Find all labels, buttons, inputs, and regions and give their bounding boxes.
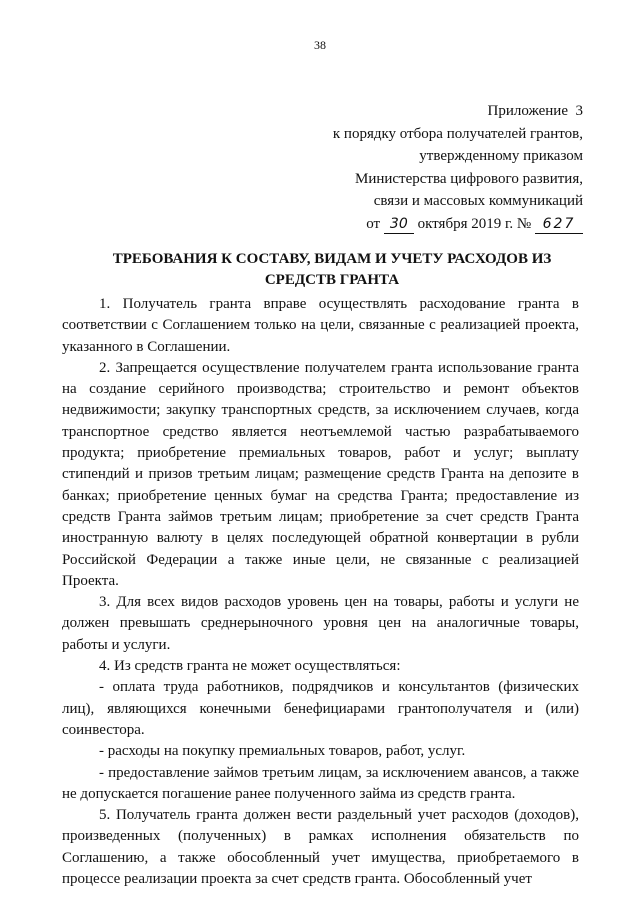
appendix-line-1: Приложение 3 [487, 103, 583, 119]
appendix-line-3: утвержденному приказом [419, 148, 583, 164]
appendix-date-line [283, 213, 583, 236]
document-title: ТРЕБОВАНИЯ К СОСТАВУ, ВИДАМ И УЧЕТУ РАСХОДОВ ИЗ СРЕДСТВ ГРАНТА [112, 251, 552, 288]
handwritten-date-day: 30 [384, 215, 414, 234]
paragraph-1: 1. Получатель гранта вправе осуществлять расходование гранта в соответствии с Соглашением только на цели, связанные с реализацией проекта, указанного в Соглашении. [62, 296, 579, 355]
list-item-2: - расходы на покупку премиальных товаров, работ, услуг. [99, 743, 466, 760]
list-item-1: - оплата труда работников, подрядчиков и консультантов (физических лиц), являющихся конечными бенефициарами грантополучателя и (или) соинвестора. [62, 679, 579, 738]
paragraph-5: 5. Получатель гранта должен вести раздельный учет расходов (доходов), произведенных (полученных) в рамках исполнения обязательств по Соглашению, а также обособленный учет имущества, приобретаемого в процессе реализации проекта за счет средств гранта. Обособленный учет [62, 807, 579, 888]
list-item-3: - предоставление займов третьим лицам, за исключением авансов, а также не допускается погашение ранее полученного займа из средств гранта. [62, 764, 579, 802]
handwritten-order-number: 627 [535, 215, 583, 234]
paragraph-3: 3. Для всех видов расходов уровень цен на товары, работы и услуги не должен превышать среднерыночного уровня цен на аналогичные товары, работы и услуги. [62, 594, 579, 653]
page-number: 38 [314, 38, 326, 52]
appendix-line-5: связи и массовых коммуникаций [373, 193, 583, 209]
date-prefix: от [366, 215, 381, 232]
appendix-header [283, 100, 583, 235]
appendix-line-4: Министерства цифрового развития, [354, 170, 583, 187]
date-rest: октября 2019 г. № [417, 215, 532, 232]
paragraph-2: 2. Запрещается осуществление получателем гранта использование гранта на создание серийного производства; строительство и ремонт объектов недвижимости; закупку транспортных средств, за исключением случаев, когда транспортное средство является неотъемлемой частью разрабатываемого продукта; приобретение премиальных товаров, работ и услуг; выплату стипендий и призов третьим лицам; размещение средств Гранта на депозите в банках; приобретение ценных бумаг на средства Гранта; предоставление из средств Гранта займов третьим лицам; приобретение за счет средств Гранта иностранную валюту в целях последующей обратной конвертации в рубли Российской Федерации а также иные цели, не связанные с реализацией Проекта. [62, 359, 579, 589]
document-body [62, 294, 579, 890]
paragraph-4: 4. Из средств гранта не может осуществляться: [99, 658, 401, 675]
appendix-line-2: к порядку отбора получателей грантов, [332, 125, 583, 142]
